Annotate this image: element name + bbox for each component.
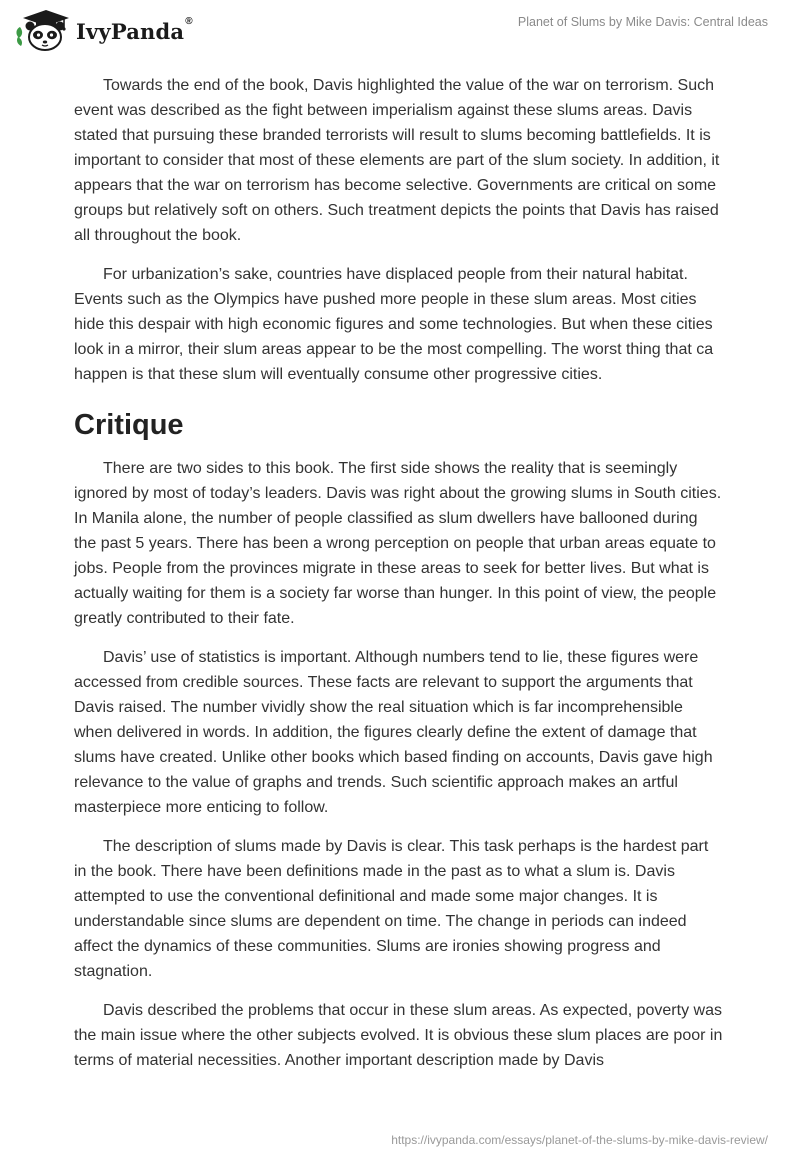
document-title: Planet of Slums by Mike Davis: Central Ideas xyxy=(517,15,768,29)
source-url[interactable]: https://ivypanda.com/essays/planet-of-the-slums-by-mike-davis-review/ xyxy=(391,1133,768,1147)
page-header xyxy=(0,0,800,60)
logo-brand-name: IvyPanda xyxy=(76,18,185,44)
essay-content xyxy=(74,73,724,1087)
logo-registered-mark: ® xyxy=(185,15,193,27)
paragraph: Davis’ use of statistics is important. Although numbers tend to lie, these figures were accessed from credible sources. These facts are relevant to support the arguments that Davis raised. The number vividly show the real situation which is far incomprehensible when delivered in words. In addition, the figures clearly define the extent of damage that slums have created. Unlike other books which based finding on accounts, Davis gave high relevance to the value of graphs and trends. Such scientific approach makes an artful masterpiece more enticing to follow. xyxy=(74,649,713,816)
paragraph: Davis described the problems that occur in these slum areas. As expected, poverty was the main issue where the other subjects evolved. It is obvious these slum places are poor in terms of material necessities. Another important description made by Davis xyxy=(74,1002,723,1069)
panda-graduate-logo-icon xyxy=(14,8,72,52)
paragraph: There are two sides to this book. The first side shows the reality that is seemingly ignored by most of today’s leaders. Davis was right about the growing slums in South cities. In Manila alone, the number of people classified as slum dwellers have ballooned during the past 5 years. There has been a wrong perception on people that urban areas equate to jobs. People from the provinces migrate in these areas to seek for better lives. But what is actually waiting for them is a society far worse than hunger. In this point of view, the people greatly contributed to their fate. xyxy=(74,460,722,627)
paragraph: For urbanization’s sake, countries have displaced people from their natural habitat. Events such as the Olympics have pushed more people in these slum areas. Most cities hide this despair with high economic figures and some technologies. But when these cities look in a mirror, their slum areas appear to be the most compelling. The worst thing that ca happen is that these slum will eventually consume other progressive cities. xyxy=(74,266,714,383)
paragraph: The description of slums made by Davis is clear. This task perhaps is the hardest part in the book. There have been definitions made in the past as to what a slum is. Davis attempted to use the conventional definitional and made some major changes. It is understandable since slums are dependent on time. The change in periods can indeed affect the dynamics of these communities. Slums are ironies showing progress and stagnation. xyxy=(74,838,709,980)
section-heading-critique: Critique xyxy=(74,409,184,441)
ivypanda-logo[interactable] xyxy=(14,8,193,52)
logo-wordmark xyxy=(76,15,193,44)
paragraph: Towards the end of the book, Davis highlighted the value of the war on terrorism. Such event was described as the fight between imperialism against these slums areas. Davis stated that pursuing these branded terrorists will result to slums becoming battlefields. It is important to consider that most of these elements are part of the slum society. In addition, it appears that the war on terrorism has become selective. Governments are critical on some groups but relatively soft on others. Such treatment depicts the points that Davis has raised all throughout the book. xyxy=(74,77,720,244)
